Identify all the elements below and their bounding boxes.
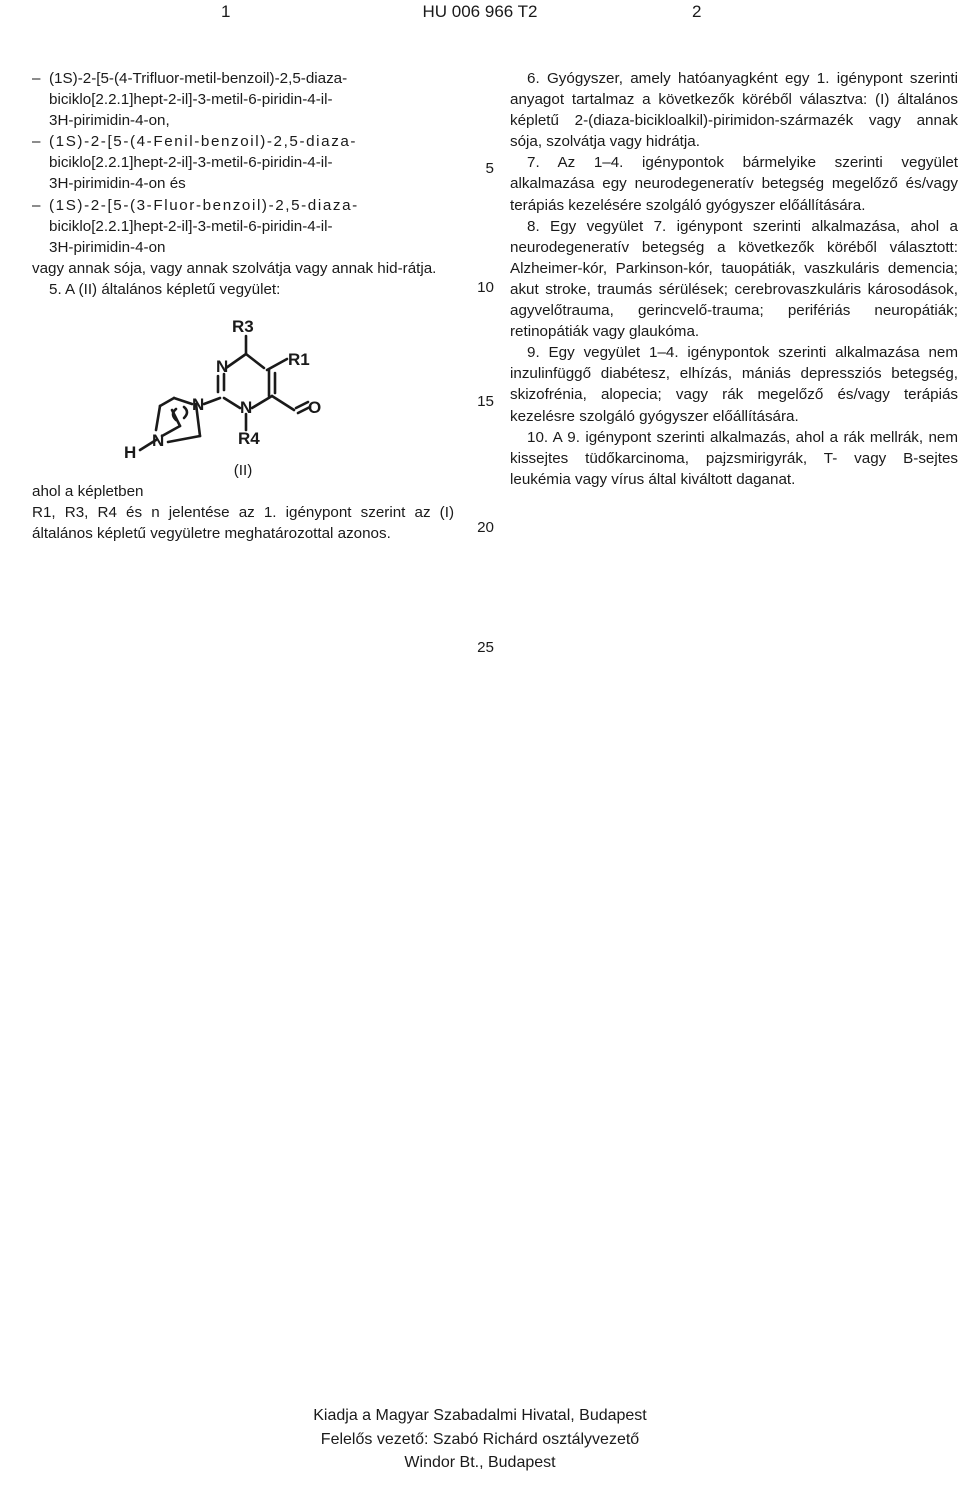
publisher-footer <box>0 1404 960 1475</box>
claim-7: 7. Az 1–4. igénypontok bármelyike szerinti vegyület alkalmazása egy neurodegeneratív betegség megelőző és/vagy terápiás kezelésére szolgáló gyógyszer előállítására. <box>510 154 958 214</box>
bond <box>267 359 287 370</box>
hydrogen-label: H <box>124 443 137 461</box>
right-page-number: 2 <box>692 2 702 21</box>
bond <box>246 354 264 368</box>
left-column <box>32 68 454 544</box>
right-column <box>510 68 958 490</box>
bond <box>162 426 180 436</box>
dash-marker: – <box>32 133 41 151</box>
compound-line: 3H-pirimidin-4-on és <box>49 175 186 193</box>
bond <box>226 354 246 368</box>
claim-6: 6. Gyógyszer, amely hatóanyagként egy 1. igénypont szerinti anyagot tartalmaz a következők köréből választva: (I) általános képletű 2-(diaza-bicikloalkil)-pirimidon-származék vagy annak sója, szolvátja vagy hidrátja. <box>510 70 958 151</box>
bond <box>156 406 160 430</box>
left-page-number: 1 <box>221 2 231 21</box>
compound-line: (1S)-2-[5-(4-Fenil-benzoil)-2,5-diaza- <box>49 133 358 151</box>
dash-marker: – <box>32 70 41 87</box>
line-number-25: 25 <box>477 639 494 656</box>
r1-label: R1 <box>288 350 310 370</box>
compound-line: 3H-pirimidin-4-on, <box>49 112 170 130</box>
chemical-structure <box>122 310 352 460</box>
r3-label: R3 <box>232 317 254 337</box>
ring-n-bottom: N <box>240 398 253 418</box>
compound-line: 3H-pirimidin-4-on <box>49 238 166 256</box>
where-text: ahol a képletben <box>32 483 144 501</box>
bond <box>272 396 294 410</box>
bracket-shape <box>184 407 187 418</box>
compound-line: (1S)-2-[5-(4-Trifluor-metil-benzoil)-2,5-diaza- <box>49 70 348 87</box>
compound-item-3 <box>32 195 454 258</box>
definition-text: R1, R3, R4 és n jelentése az 1. igénypont szerint az (I) általános képletű vegyületre meghatározottal azonos. <box>32 504 454 543</box>
document-id: HU 006 966 T2 <box>422 2 538 21</box>
bond <box>174 398 192 404</box>
claim-10: 10. A 9. igénypont szerinti alkalmazás, ahol a rák mellrák, nem kissejtes tüdőkarcinoma, pajzsmirigyrák, T- vagy B-sejtes leukémia vagy vírus által kiváltott daganat. <box>510 428 958 488</box>
footer-printer: Windor Bt., Budapest <box>404 1454 556 1471</box>
claim-8: 8. Egy vegyület 7. igénypont szerinti alkalmazása, ahol a neurodegeneratív betegség a következők köréből választott: Alzheimer-kór, Parkinson-kór, tauopátiák, vaszkuláris demencia; akut stroke, traumás sérülések; cerebrovaszkuláris károsodások, agyvelőtrauma, gerincvelő-trauma; perifériás neuropátiák; retinopátiák vagy glaukóma. <box>510 217 958 341</box>
bond <box>252 396 272 408</box>
bond <box>224 398 240 408</box>
bond <box>296 402 308 408</box>
amine-n: N <box>152 431 165 451</box>
bond <box>160 398 174 406</box>
line-number-15: 15 <box>477 393 494 410</box>
oxygen-label: O <box>308 398 322 418</box>
compound-line: (1S)-2-[5-(3-Fluor-benzoil)-2,5-diaza- <box>49 196 359 214</box>
bond <box>168 436 200 442</box>
compound-line: biciklo[2.2.1]hept-2-il]-3-metil-6-piridin-4-il- <box>49 91 333 109</box>
claim-9: 9. Egy vegyület 1–4. igénypontok szerinti alkalmazása nem inzulinfüggő diabétesz, elhízás, mániás depressziós betegség, skizofrénia, alopecia; vagy rák megelőző és/vagy terápiás kezelésre szolgáló gyógyszer előállítására. <box>510 344 958 425</box>
compound-item-2 <box>32 131 454 194</box>
formula-label: (II) <box>233 462 253 480</box>
r4-label: R4 <box>238 429 260 449</box>
line-number-10: 10 <box>477 279 494 296</box>
dash-marker: – <box>32 196 41 214</box>
footer-publisher: Kiadja a Magyar Szabadalmi Hivatal, Budapest <box>313 1407 647 1424</box>
footer-responsible: Felelős vezető: Szabó Richárd osztályvezető <box>320 1430 640 1448</box>
salt-text: vagy annak sója, vagy annak szolvátja vagy annak hid-rátja. <box>32 259 437 277</box>
compound-item-1 <box>32 68 454 131</box>
bond <box>204 398 220 404</box>
compound-line: biciklo[2.2.1]hept-2-il]-3-metil-6-piridin-4-il- <box>49 154 333 172</box>
bridge-n: N <box>192 395 205 415</box>
claim-5: 5. A (II) általános képletű vegyület: <box>49 280 281 298</box>
line-number-5: 5 <box>485 160 494 177</box>
line-number-20: 20 <box>477 519 494 536</box>
compound-line: biciklo[2.2.1]hept-2-il]-3-metil-6-piridin-4-il- <box>49 217 333 235</box>
ring-n-top: N <box>216 357 229 377</box>
